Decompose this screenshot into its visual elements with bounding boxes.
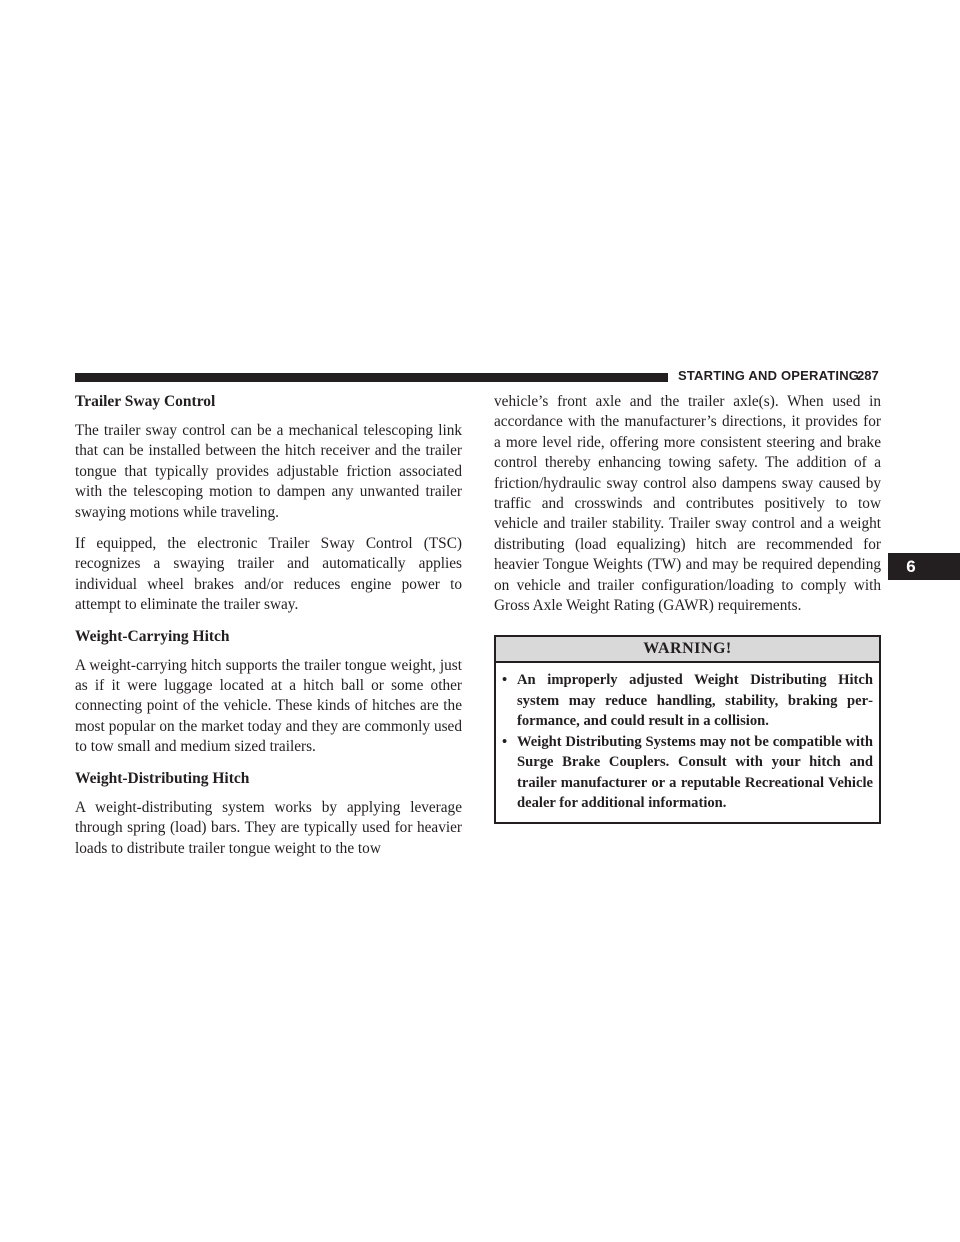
warning-item-text: An improperly adjusted Weight Distributing Hitch system may reduce handling, stability, braking performance, and could result in a collision. [517, 672, 873, 730]
paragraph-weight-carrying: A weight-carrying hitch supports the trailer tongue weight, just as if it were luggage located at a hitch ball or some other connecting point of the vehicle. These kinds of hitches are the most popular on the market today and they are commonly used to tow small and medium sized trailers. [75, 656, 462, 756]
page-number: 287 [857, 368, 879, 383]
header-rule [75, 373, 668, 382]
paragraph-continued: vehicle’s front axle and the trailer axle(s). When used in accordance with the manufacturer’s directions, it provides for a more level ride, offering more consistent steering and brake control thereby enhancing towing safety. The addition of a friction/hydraulic sway control also dampens sway caused by traffic and crosswinds and contributes positively to tow vehicle and trailer stability. Trailer sway control and a weight distributing (load equalizing) hitch are recommended for heavier Tongue Weights (TW) and may be required depending on vehicle and trailer configuration/loading to comply with Gross Axle Weight Rating (GAWR) requirements. [494, 393, 881, 615]
heading-weight-distributing-hitch: Weight-Distributing Hitch [75, 769, 250, 787]
warning-box [494, 635, 881, 824]
warning-item [502, 670, 873, 731]
paragraph-tsc: If equipped, the electronic Trailer Sway Control (TSC) recognizes a swaying trailer and automatically applies individual wheel brakes and/or reduces engine power to attempt to eliminate the trailer sway. [75, 535, 462, 614]
right-column [494, 392, 881, 824]
paragraph-sway-control: The trailer sway control can be a mechanical telescoping link that can be installed between the hitch receiver and the trailer tongue that typically provides adjustable friction associated with the telescoping motion to dampen any unwanted trailer swaying motions while traveling. [75, 422, 462, 521]
left-column [75, 392, 462, 870]
warning-title: WARNING! [496, 637, 879, 663]
bullet-icon: • [502, 733, 508, 750]
bullet-icon: • [502, 672, 508, 689]
chapter-tab: 6 [888, 553, 960, 580]
section-title: STARTING AND OPERATING [678, 368, 860, 383]
warning-list [496, 663, 879, 822]
paragraph-weight-distributing: A weight-distributing system works by applying leverage through spring (load) bars. They are typically used for heavier loads to distribute trailer tongue weight to the tow [75, 798, 462, 857]
warning-item-text: Weight Distributing Systems may not be compatible with Surge Brake Couplers. Consult with your hitch and trailer manufacturer or a reputable Recreational Vehicle dealer for additional information. [517, 733, 873, 811]
heading-weight-carrying-hitch: Weight-Carrying Hitch [75, 627, 230, 645]
warning-item [502, 732, 873, 814]
heading-trailer-sway-control: Trailer Sway Control [75, 393, 216, 410]
